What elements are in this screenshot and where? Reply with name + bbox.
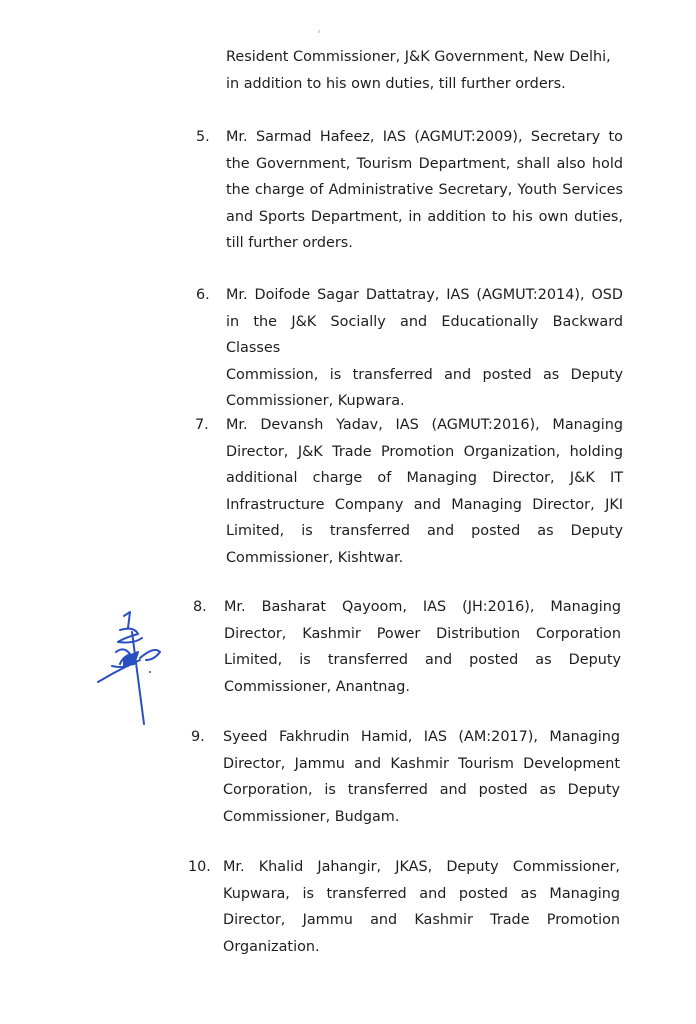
text-line: the Government, Tourism Department, shall also hold [226, 155, 623, 172]
item-text [223, 854, 620, 960]
text-line: additional charge of Managing Director, J&K IT [226, 470, 623, 486]
text-line: Commissioner, Kishtwar. [226, 549, 404, 566]
text-line: Mr. Khalid Jahangir, JKAS, Deputy Commissioner, [223, 859, 620, 875]
signature-icon [94, 608, 174, 728]
text-line: and Sports Department, in addition to his own duties, [226, 208, 623, 225]
text-line: in the J&K Socially and Educationally Backward Classes [226, 313, 623, 356]
text-line: Limited, is transferred and posted as Deputy [226, 523, 623, 539]
text-line: the charge of Administrative Secretary, Youth Services [226, 182, 623, 198]
text-line: Mr. Sarmad Hafeez, IAS (AGMUT:2009), Secretary to [226, 129, 623, 145]
text-line: Organization. [223, 938, 320, 955]
text-line: Mr. Basharat Qayoom, IAS (JH:2016), Managing [224, 599, 621, 615]
item-number: 5. [196, 129, 210, 145]
scan-mark [318, 30, 320, 33]
text-line: Commissioner, Budgam. [223, 808, 400, 825]
text-line: Syeed Fakhrudin Hamid, IAS (AM:2017), Managing [223, 729, 620, 745]
item-number: 8. [193, 599, 207, 615]
text-line: Corporation, is transferred and posted as Deputy [223, 782, 620, 798]
text-line: Resident Commissioner, J&K Government, New Delhi, [226, 49, 611, 65]
text-line: Director, Kashmir Power Distribution Corporation [224, 625, 621, 642]
item-number: 6. [196, 287, 210, 303]
text-line: Commission, is transferred and posted as Deputy [226, 366, 623, 383]
text-line: Director, J&K Trade Promotion Organization, holding [226, 443, 623, 460]
text-line: Commissioner, Kupwara. [226, 393, 405, 409]
item-text [223, 724, 620, 830]
item-number: 10. [188, 859, 211, 875]
text-line: Infrastructure Company and Managing Director, JKI [226, 496, 623, 513]
item-text [224, 594, 621, 700]
item-number: 9. [191, 729, 205, 745]
text-line: Mr. Devansh Yadav, IAS (AGMUT:2016), Managing [226, 417, 623, 433]
item-text [226, 412, 623, 571]
item-text [226, 282, 623, 415]
item-number: 7. [195, 417, 209, 433]
text-line: Kupwara, is transferred and posted as Managing [223, 885, 620, 902]
text-line: Limited, is transferred and posted as Deputy [224, 652, 621, 668]
item-text [226, 124, 623, 257]
text-line: Director, Jammu and Kashmir Trade Promotion [223, 912, 620, 928]
intro-paragraph [226, 44, 623, 97]
text-line: Mr. Doifode Sagar Dattatray, IAS (AGMUT:2014), OSD [226, 287, 623, 303]
text-line: till further orders. [226, 235, 353, 251]
text-line: Director, Jammu and Kashmir Tourism Development [223, 755, 620, 772]
text-line: Commissioner, Anantnag. [224, 678, 410, 695]
text-line: in addition to his own duties, till further orders. [226, 75, 566, 92]
